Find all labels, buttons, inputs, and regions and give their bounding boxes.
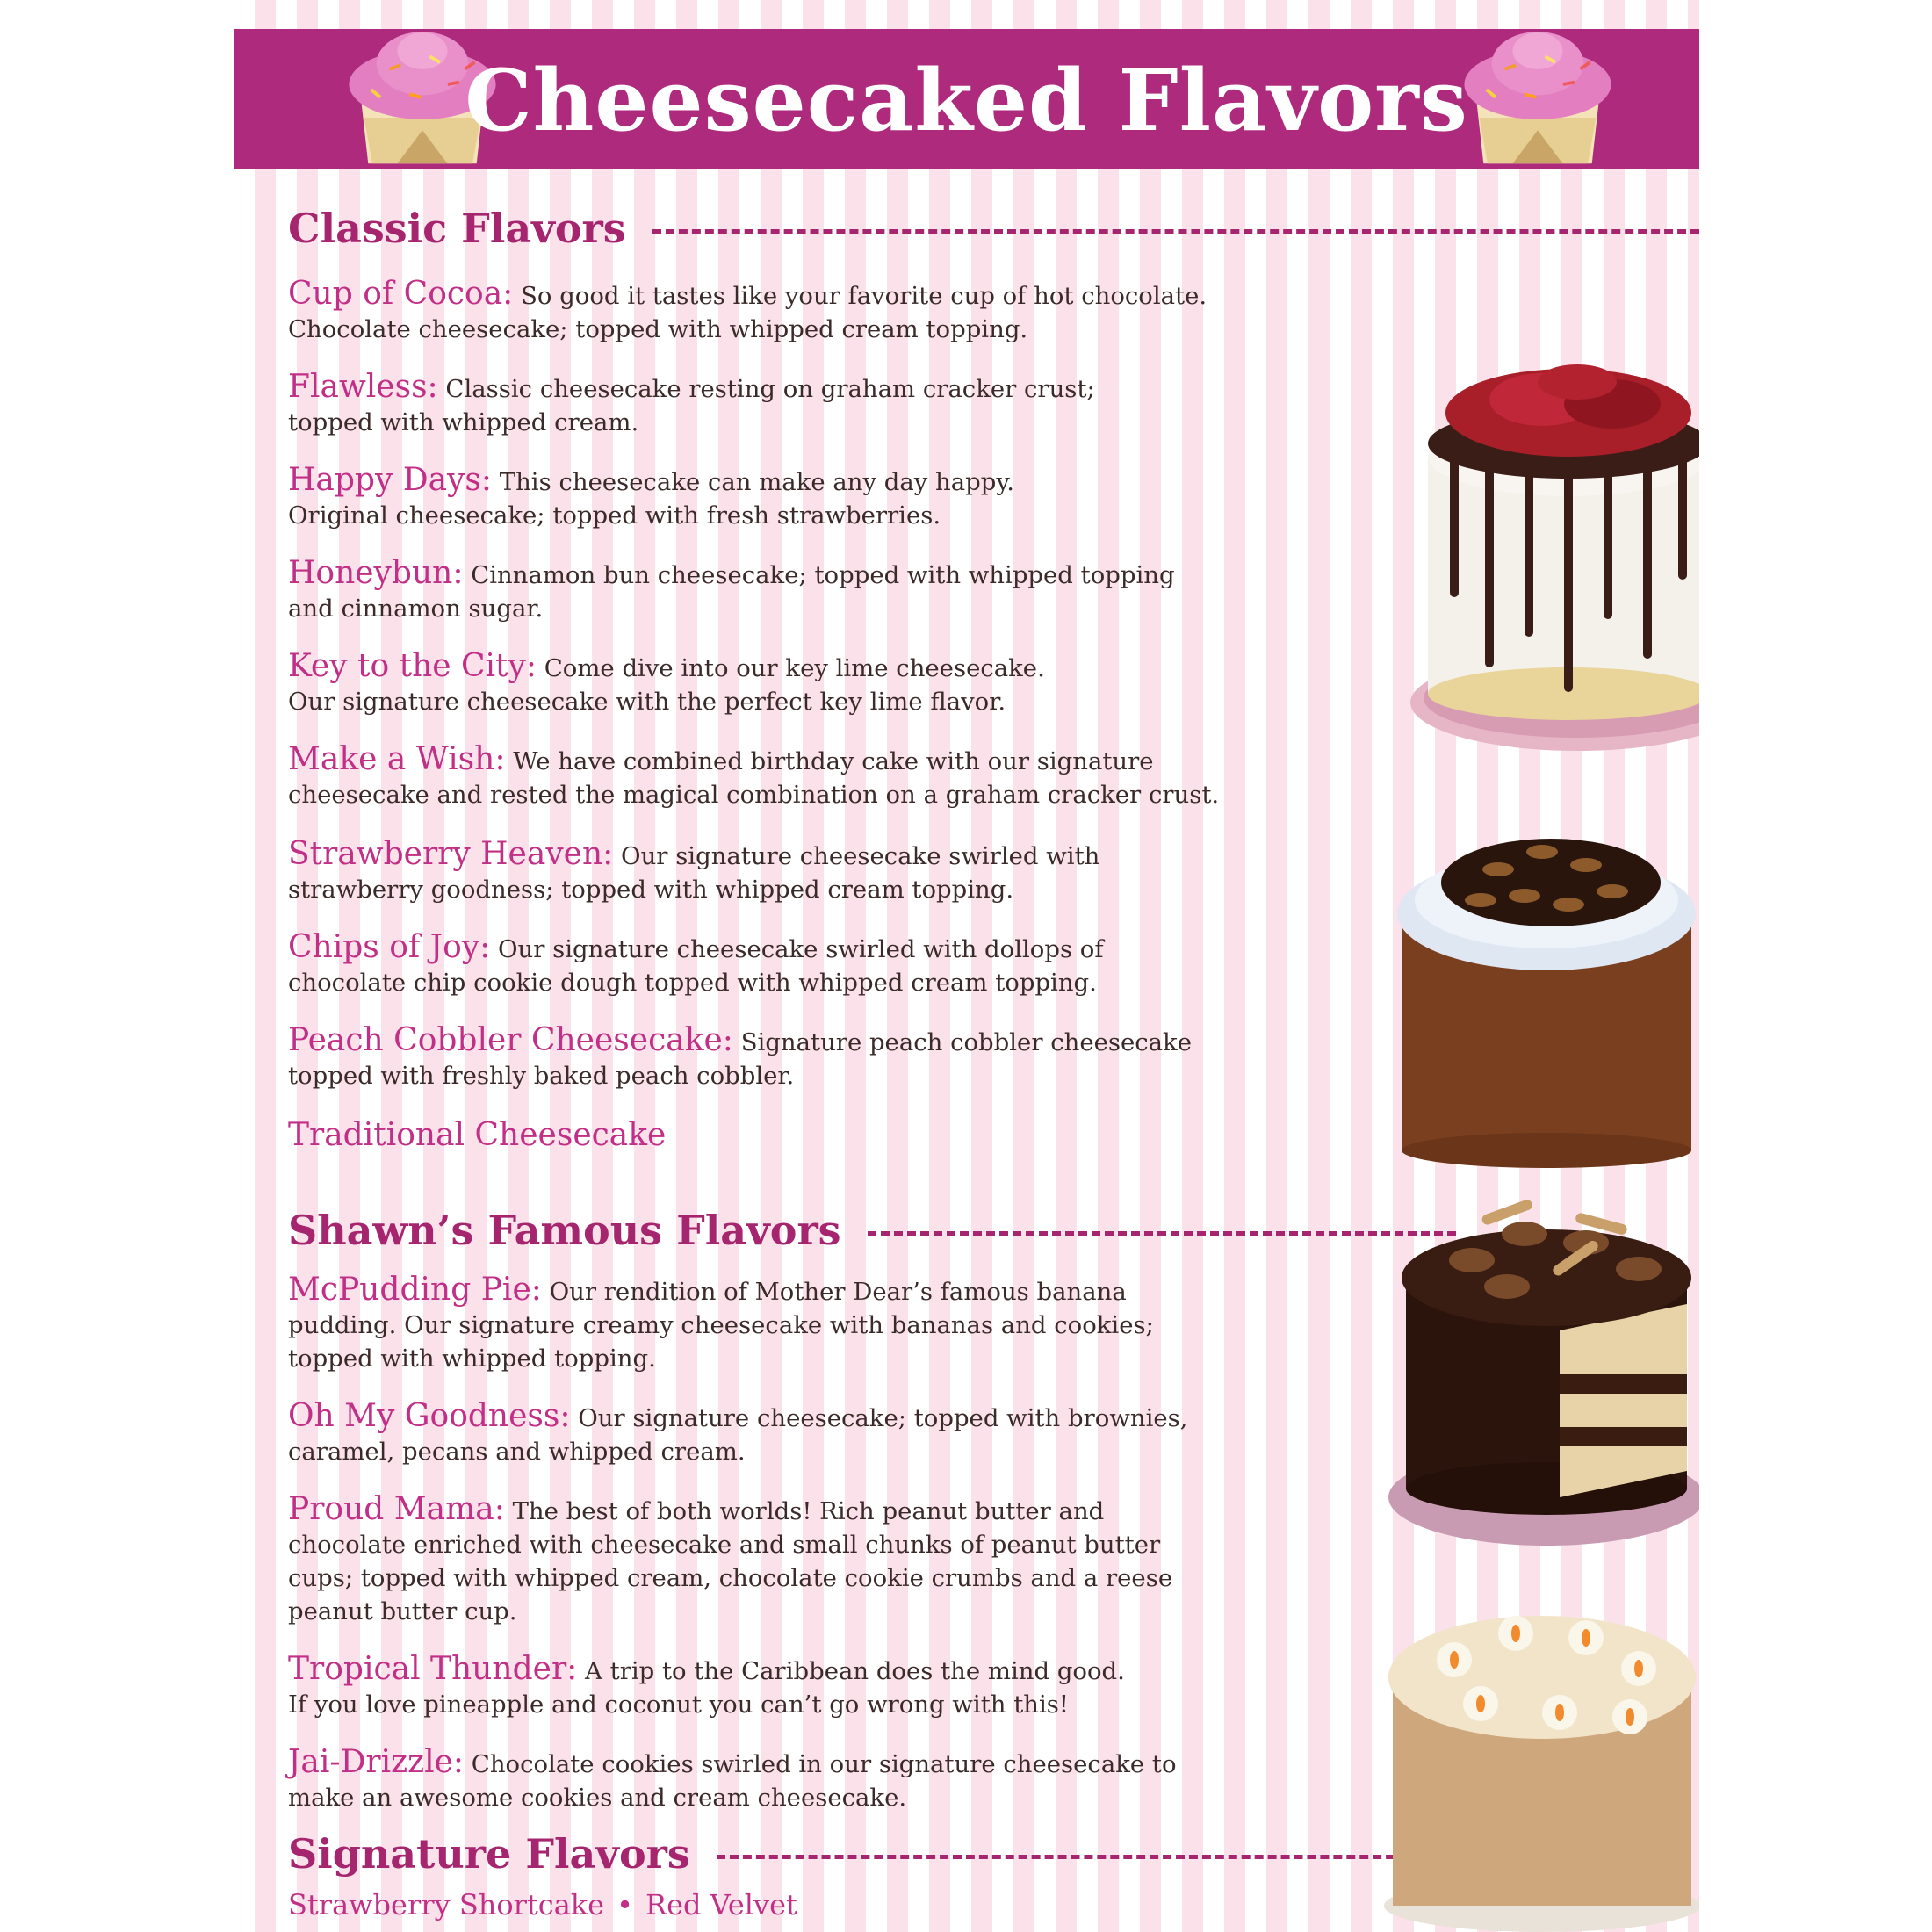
item-desc: Our signature cheesecake swirled with dollops of (497, 935, 1104, 963)
item-desc: cups; topped with whipped cream, chocolate cookie crumbs and a reese (288, 1564, 1173, 1592)
item-name: Honeybun: (288, 555, 464, 591)
menu-item (288, 557, 1324, 625)
item-desc: Classic cheesecake resting on graham cracker crust; (445, 375, 1095, 403)
signature-item: Strawberry Shortcake (288, 1888, 605, 1921)
item-desc: Chocolate cookies swirled in our signature cheesecake to (471, 1750, 1177, 1778)
item-name: Happy Days: (288, 462, 492, 498)
item-desc: and cinnamon sugar. (288, 595, 544, 623)
menu-item (288, 743, 1430, 811)
section-heading-classic (288, 205, 1699, 252)
item-name: Cup of Cocoa: (288, 276, 514, 312)
menu-item (288, 1024, 1324, 1092)
item-name: Peach Cobbler Cheesecake: (288, 1022, 733, 1058)
item-desc: chocolate enriched with cheesecake and small chunks of peanut butter (288, 1531, 1161, 1559)
item-desc: A trip to the Caribbean does the mind good. (585, 1657, 1125, 1685)
item-desc: strawberry goodness; topped with whipped cream topping. (288, 876, 1014, 904)
item-desc: This cheesecake can make any day happy. (499, 468, 1014, 496)
item-desc: Our signature cheesecake; topped with brownies, (578, 1404, 1188, 1432)
page-title: Cheesecaked Flavors (465, 51, 1468, 150)
section-title: Signature Flavors (288, 1830, 690, 1878)
item-desc: pudding. Our signature creamy cheesecake with bananas and cookies; (288, 1311, 1154, 1339)
item-desc: Original cheesecake; topped with fresh strawberries. (288, 501, 941, 530)
signature-list (288, 1888, 797, 1921)
item-desc: caramel, pecans and whipped cream. (288, 1438, 746, 1466)
item-desc: Chocolate cheesecake; topped with whipped cream topping. (288, 315, 1028, 343)
menu-item (288, 1273, 1324, 1375)
menu-item (288, 1119, 1324, 1154)
divider (717, 1855, 1421, 1859)
item-desc: topped with whipped cream. (288, 408, 639, 436)
menu-page (234, 0, 1699, 1932)
item-desc: make an awesome cookies and cream cheesecake. (288, 1784, 907, 1812)
item-name: McPudding Pie: (288, 1272, 542, 1308)
item-name: Chips of Joy: (288, 929, 491, 965)
separator: • (616, 1888, 633, 1921)
item-name: Tropical Thunder: (288, 1651, 578, 1687)
menu-item (288, 1400, 1324, 1468)
item-desc: Signature peach cobbler cheesecake (740, 1028, 1192, 1056)
pecan-cake-photo (1384, 799, 1699, 1168)
menu-item (288, 931, 1324, 999)
section-title: Classic Flavors (288, 205, 626, 252)
item-desc: peanut butter cup. (288, 1597, 517, 1626)
item-desc: Cinnamon bun cheesecake; topped with whipped topping (471, 561, 1175, 589)
item-desc: So good it tastes like your favorite cup of hot chocolate. (521, 282, 1208, 310)
item-desc: Our signature cheesecake with the perfect key lime flavor. (288, 688, 1006, 716)
item-name: Proud Mama: (288, 1491, 505, 1527)
item-name: Flawless: (288, 369, 438, 405)
carrot-cake-photo (1375, 1581, 1699, 1932)
menu-item (288, 1493, 1324, 1628)
menu-item (288, 650, 1324, 718)
item-desc: topped with whipped topping. (288, 1344, 656, 1373)
divider (868, 1231, 1456, 1236)
menu-item (288, 838, 1324, 906)
menu-item (288, 1746, 1324, 1814)
menu-item (288, 371, 1324, 439)
red-velvet-cake-photo (1402, 360, 1699, 755)
section-heading-famous (288, 1207, 1456, 1254)
item-desc: topped with freshly baked peach cobbler. (288, 1062, 795, 1090)
section-heading-signature (288, 1830, 1421, 1878)
menu-item (288, 278, 1324, 346)
signature-item: Red Velvet (645, 1888, 797, 1921)
item-desc: Come dive into our key lime cheesecake. (544, 654, 1045, 682)
item-name: Strawberry Heaven: (288, 836, 614, 872)
item-desc: The best of both worlds! Rich peanut butter and (512, 1497, 1105, 1525)
item-name: Oh My Goodness: (288, 1398, 571, 1434)
menu-item (288, 1653, 1324, 1721)
item-name: Key to the City: (288, 648, 537, 684)
item-desc: chocolate chip cookie dough topped with whipped cream topping. (288, 969, 1097, 997)
item-name: Jai-Drizzle: (288, 1744, 465, 1780)
item-desc: cheesecake and rested the magical combination on a graham cracker crust. (288, 781, 1220, 809)
item-desc: Our signature cheesecake swirled with (621, 842, 1100, 870)
divider (652, 229, 1699, 234)
menu-item (288, 464, 1324, 532)
section-title: Shawn’s Famous Flavors (288, 1207, 841, 1254)
item-desc: Our rendition of Mother Dear’s famous banana (549, 1278, 1127, 1306)
item-name: Make a Wish: (288, 741, 506, 777)
item-desc: If you love pineapple and coconut you can’t go wrong with this! (288, 1690, 1069, 1719)
item-name: Traditional Cheesecake (288, 1117, 667, 1153)
item-desc: We have combined birthday cake with our signature (513, 747, 1154, 775)
chocolate-cake-photo (1384, 1181, 1699, 1550)
